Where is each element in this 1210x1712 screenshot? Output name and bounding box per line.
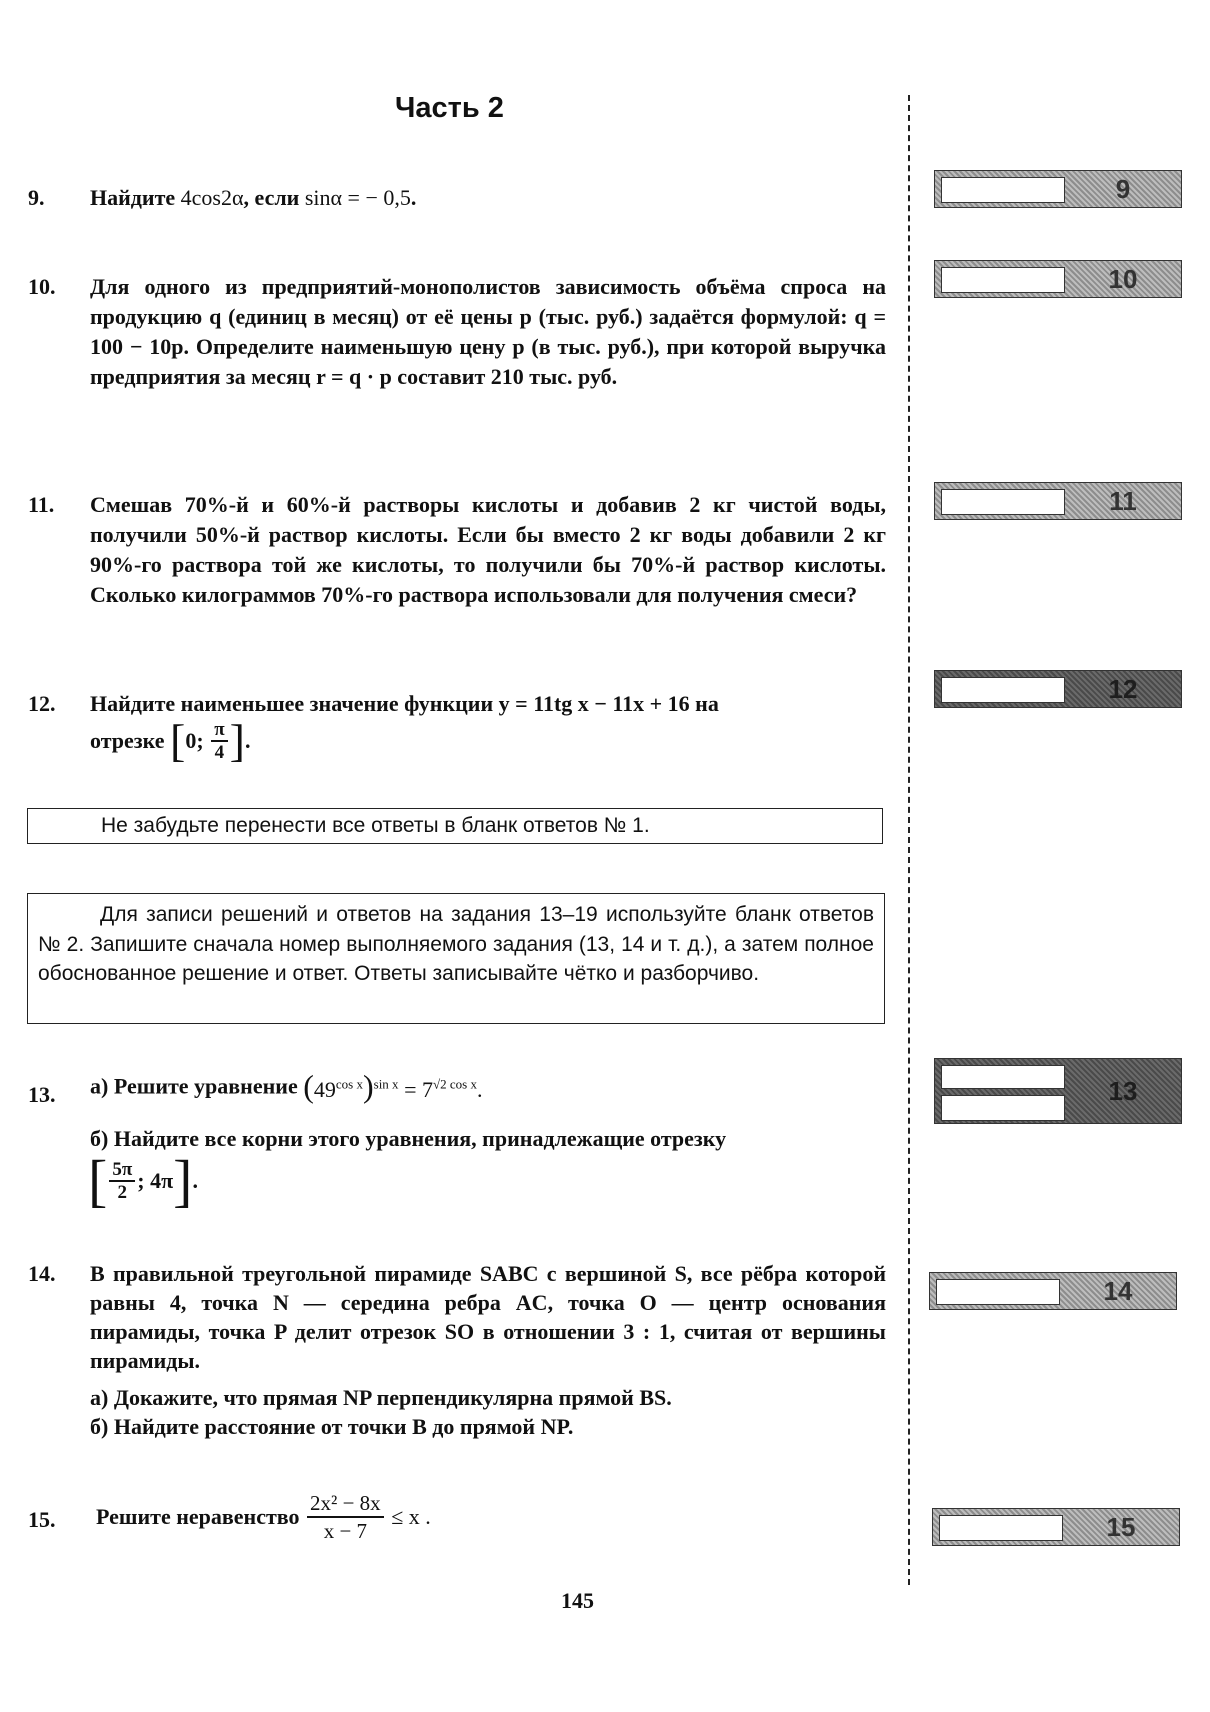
task-15-text: Решите неравенство $\frac{\text{2x² − 8x}}{x - 7}$ ≤ x . — [96, 1491, 431, 1543]
task-number: 14. — [28, 1261, 56, 1286]
task-14-text: В правильной треугольной пирамиде SABC с вершиной S, все рёбра которой равны 4, точка N — середина ребра AC, точка O — центр основания пирамиды, точка P делит отрезок SO в отношении 3 : 1, считая от вершины пирамиды. — [90, 1261, 886, 1373]
task-12-interval: отрезке [0; $\frac{\pi}{4}$ ]. — [90, 715, 251, 766]
task-number: 13. — [28, 1082, 56, 1107]
answer-field[interactable] — [941, 677, 1065, 703]
answer-field[interactable] — [936, 1279, 1060, 1305]
task-14a-text: а) Докажите, что прямая NP перпендикулярна прямой BS. — [90, 1385, 672, 1410]
instructions-note: Для записи решений и ответов на задания 13–19 используйте бланк ответов № 2. Запишите сначала номер выполняемого задания (13, 14 и т. д.), а затем полное обоснованное решение и ответ. Ответы записывайте чётко и разборчиво. — [27, 893, 885, 1024]
answer-box: 13 — [934, 1058, 1182, 1124]
expression: 4cos2α — [180, 185, 244, 210]
answer-box: 11 — [934, 482, 1182, 520]
answer-field[interactable] — [941, 267, 1065, 293]
page-number: 145 — [561, 1588, 594, 1613]
task-number: 12. — [28, 691, 56, 716]
task-13b-text: б) Найдите все корни этого уравнения, принадлежащие отрезку — [90, 1126, 727, 1151]
cut-line — [908, 95, 910, 1585]
task-9-text: Найдите 4cos2α, если sinα = − 0,5. — [90, 185, 417, 210]
task-number: 9. — [28, 185, 45, 210]
answer-field[interactable] — [941, 177, 1065, 203]
task-14b-text: б) Найдите расстояние от точки B до прямой NP. — [90, 1414, 574, 1439]
equation: $(49^{cos x})^{sin x} = 7^{√2 cos x}$. — [303, 1068, 483, 1104]
answer-field[interactable] — [941, 489, 1065, 515]
answer-field[interactable] — [939, 1515, 1063, 1541]
task-number: 10. — [28, 274, 56, 299]
task-13b-interval: [ $\frac{5\pi}{2}$ ; 4π]. — [88, 1148, 198, 1213]
answer-box: 12 — [934, 670, 1182, 708]
task-12-text: Найдите наименьшее значение функции y = 11tg x − 11x + 16 на — [90, 691, 719, 716]
expression: sinα = − 0,5 — [304, 185, 411, 210]
answer-field[interactable] — [941, 1095, 1065, 1121]
answer-box: 10 — [934, 260, 1182, 298]
answer-field[interactable] — [941, 1065, 1065, 1089]
answer-box: 14 — [929, 1272, 1177, 1310]
task-number: 11. — [28, 492, 55, 517]
transfer-note: Не забудьте перенести все ответы в бланк ответов № 1. — [27, 808, 883, 844]
page-title: Часть 2 — [395, 92, 504, 124]
task-13a-text: а) Решите уравнение $(49^{cos x})^{sin x} = 7^{√2 cos x}$. — [90, 1068, 483, 1104]
answer-box: 15 — [932, 1508, 1180, 1546]
task-11-text: Смешав 70%-й и 60%-й растворы кислоты и добавив 2 кг чистой воды, получили 50%-й раствор кислоты. Если бы вместо 2 кг воды добавили 2 кг 90%-го раствора той же кислоты, то получили бы 70%-й раствор кислоты. Сколько килограммов 70%-го раствора использовали для получения смеси? — [90, 492, 886, 607]
task-10-text: Для одного из предприятий-монополистов зависимость объёма спроса на продукцию q (единиц в месяц) от её цены p (тыс. руб.) задаётся формулой: q = 100 − 10p. Определите наименьшую цену p (в тыс. руб.), при которой выручка предприятия за месяц r = q · p составит 210 тыс. руб. — [90, 274, 886, 389]
answer-box: 9 — [934, 170, 1182, 208]
task-number: 15. — [28, 1507, 56, 1532]
